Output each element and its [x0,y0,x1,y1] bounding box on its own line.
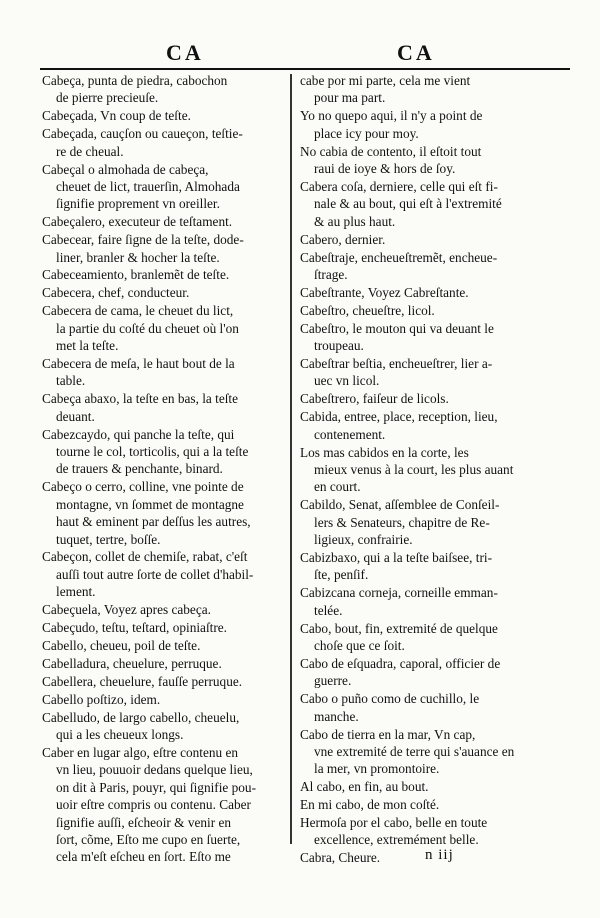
header-right: CA [397,40,435,65]
dictionary-entry [300,178,540,230]
header-left: CA [166,40,204,65]
entry-line: & au plus haut. [314,213,396,229]
entry-line: Cabeſtro, le mouton qui va deuant le [300,320,494,336]
dictionary-entry [300,584,540,619]
entry-line: troupeau. [314,338,364,354]
entry-line: re de cheual. [56,143,124,159]
entry-line: qui a les cheueux longs. [56,727,184,743]
entry-line: Caber en lugar algo, eſtre contenu en [42,744,239,760]
entry-line: Cabello, cheueu, poil de teſte. [42,638,201,653]
entry-line: cheuet de lict, trauerſin, Almohada [56,178,240,194]
entry-line: Al cabo, en fin, au bout. [300,779,429,795]
entry-line: lers & Senateurs, chapitre de Re- [314,514,490,530]
entry-line: Cabecear, faire ſigne de la teſte, dode- [42,232,244,248]
dictionary-entry [300,72,540,107]
entry-line: Cabildo, Senat, aſſemblee de Conſeil- [300,497,500,513]
entry-line: cabe por mi parte, cela me vient [300,73,471,88]
dictionary-entry [42,673,282,690]
entry-line: ſort, cõme, Eſto me cupo en ſuerte, [56,831,241,847]
entry-line: Cabo o puño como de cuchillo, le [300,691,480,707]
entry-line: Cabecera de meſa, le haut bout de la [42,356,235,371]
entry-line: telée. [314,602,343,618]
dictionary-entry [42,125,282,160]
dictionary-entry [42,355,282,390]
entry-line: ſignifie auſſi, eſcheoir & venir en [56,814,232,830]
dictionary-entry [42,744,282,866]
entry-line: Cabeçudo, teſtu, teſtard, opiniaſtre. [42,620,227,636]
left-column [42,72,282,866]
dictionary-entry [300,496,540,548]
entry-line: nale & au bout, qui eſt à l'extremité [314,196,502,212]
entry-line: Cabecera, chef, conducteur. [42,285,190,301]
dictionary-entry [42,655,282,672]
dictionary-entry [42,302,282,354]
dictionary-entry [300,320,540,355]
dictionary-entry [42,426,282,478]
dictionary-entry [42,601,282,618]
dictionary-entry [300,107,540,142]
dictionary-entry [300,549,540,584]
entry-line: Cabeſtraje, encheueſtremẽt, encheue- [300,249,498,265]
dictionary-entry [300,408,540,443]
entry-line: ſtrage. [314,266,348,282]
entry-line: de pierre precieuſe. [56,90,159,106]
entry-line: Cabo, bout, fin, extremité de quelque [300,620,498,636]
dictionary-entry [42,709,282,744]
entry-line: Cabeçon, collet de chemiſe, rabat, c'eſt [42,549,248,565]
dictionary-entry [300,355,540,390]
entry-line: Cabeçada, Vn coup de teſte. [42,108,191,124]
entry-line: tuquet, tertre, boſſe. [56,531,161,547]
entry-line: on dit à Paris, pouyr, qui ſignifie pou- [56,779,257,795]
dictionary-entry [300,690,540,725]
dictionary-entry [42,637,282,654]
dictionary-entry [42,284,282,301]
dictionary-entry [42,72,282,107]
entry-line: Los mas cabidos en la corte, les [300,444,469,460]
entry-line: Cabo de eſquadra, caporal, officier de [300,655,501,671]
entry-line: Cabida, entree, place, reception, lieu, [300,409,498,425]
dictionary-entry [300,796,540,813]
entry-line: Cabeça, punta de piedra, cabochon [42,73,228,88]
entry-line: liner, branler & hocher la teſte. [56,249,220,265]
dictionary-entry [300,249,540,284]
entry-line: deuant. [56,408,95,424]
entry-line: Cabeſtrar beſtia, encheueſtrer, lier a- [300,356,493,371]
entry-line: de trauers & penchante, binard. [56,461,223,477]
entry-line: montagne, vn ſommet de montagne [56,496,244,512]
signature-mark: n iij [425,847,454,863]
dictionary-entry [42,390,282,425]
entry-line: choſe que ce ſoit. [314,638,405,653]
entry-line: Cabeçalero, executeur de teſtament. [42,214,233,230]
dictionary-entry [42,691,282,708]
entry-line: raui de ioye & hors de ſoy. [314,161,456,177]
entry-line: ſignifie proprement vn oreiller. [56,196,220,212]
entry-line: Cabera coſa, derniere, celle qui eſt fi- [300,178,498,194]
entry-line: cela m'eſt eſcheu en ſort. Eſto me [56,849,231,865]
entry-line: pour ma part. [314,90,386,106]
dictionary-entry [42,478,282,548]
dictionary-entry [300,444,540,496]
dictionary-entry [42,231,282,266]
entry-line: Cabellera, cheuelure, fauſſe perruque. [42,673,243,689]
entry-line: auſſi tout autre ſorte de collet d'habil- [56,566,254,582]
running-header [40,36,570,70]
entry-line: Cabra, Cheure. [300,850,381,866]
entry-line: Cabelludo, de largo cabello, cheuelu, [42,709,240,725]
entry-line: met la teſte. [56,338,119,354]
entry-line: Cabelladura, cheuelure, perruque. [42,655,222,671]
entry-line: uec vn licol. [314,373,380,389]
entry-line: Cabero, dernier. [300,231,386,247]
entry-line: vne extremité de terre qui s'auance en [314,743,515,759]
dictionary-entry [42,266,282,283]
column-divider [290,74,292,844]
entry-line: Cabeçal o almohada de cabeça, [42,161,209,177]
entry-line: excellence, extremément belle. [314,832,479,848]
entry-line: place icy pour moy. [314,125,419,141]
entry-line: vn lieu, pouuoir dedans quelque lieu, [56,762,253,778]
dictionary-entry [42,619,282,636]
dictionary-entry [300,302,540,319]
dictionary-entry [300,390,540,407]
dictionary-entry [42,161,282,213]
entry-line: Cabeço o cerro, colline, vne pointe de [42,479,244,495]
entry-line: mieux venus à la court, les plus auant [314,461,514,477]
dictionary-entry [300,655,540,690]
entry-line: en court. [314,479,361,495]
entry-line: Cabeça abaxo, la teſte en bas, la teſte [42,391,239,407]
dictionary-entry [42,548,282,600]
entry-line: Cabeſtrero, faiſeur de licols. [300,391,449,407]
entry-line: Hermoſa por el cabo, belle en toute [300,815,488,831]
right-column [300,72,540,867]
entry-line: table. [56,373,86,389]
entry-line: Cabeſtro, cheueſtre, licol. [300,302,435,318]
entry-line: uoir eſtre compris ou contenu. Caber [56,797,251,813]
entry-line: Cabezcaydo, qui panche la teſte, qui [42,426,235,442]
entry-line: Cabecera de cama, le cheuet du lict, [42,303,234,319]
entry-line: Cabizbaxo, qui a la teſte baiſsee, tri- [300,549,492,565]
entry-line: haut & eminent par deſſus les autres, [56,514,251,530]
entry-line: No cabia de contento, il eſtoit tout [300,143,482,159]
entry-line: manche. [314,708,359,724]
entry-line: Cabizcana corneja, corneille emman- [300,585,498,601]
entry-line: Cabeſtrante, Voyez Cabreſtante. [300,284,469,300]
entry-line: guerre. [314,673,352,689]
entry-line: ſte, penſif. [314,567,369,583]
entry-line: Cabeçada, cauçſon ou caueçon, teſtie- [42,126,243,142]
entry-line: la mer, vn promontoire. [314,761,440,777]
entry-line: Yo no quepo aqui, il n'y a point de [300,108,483,124]
dictionary-entry [300,849,540,866]
dictionary-entry [42,213,282,230]
entry-line: En mi cabo, de mon coſté. [300,797,440,813]
dictionary-entry [300,814,540,849]
entry-line: Cabello poſtizo, idem. [42,691,161,707]
dictionary-entry [300,726,540,778]
dictionary-entry [300,231,540,248]
dictionary-entry [300,778,540,795]
entry-line: lement. [56,584,96,600]
entry-line: Cabo de tierra en la mar, Vn cap, [300,726,476,742]
entry-line: la partie du coſté du cheuet où l'on [56,320,239,336]
entry-line: ligieux, confrairie. [314,532,413,548]
entry-line: Cabeceamiento, branlemẽt de teſte. [42,267,230,283]
dictionary-entry [42,107,282,124]
entry-line: contenement. [314,426,386,442]
dictionary-entry [300,143,540,178]
entry-line: Cabeçuela, Voyez apres cabeça. [42,602,211,618]
entry-line: tourne le col, torticolis, qui a la teſte [56,444,249,460]
dictionary-entry [300,284,540,301]
dictionary-entry [300,620,540,655]
